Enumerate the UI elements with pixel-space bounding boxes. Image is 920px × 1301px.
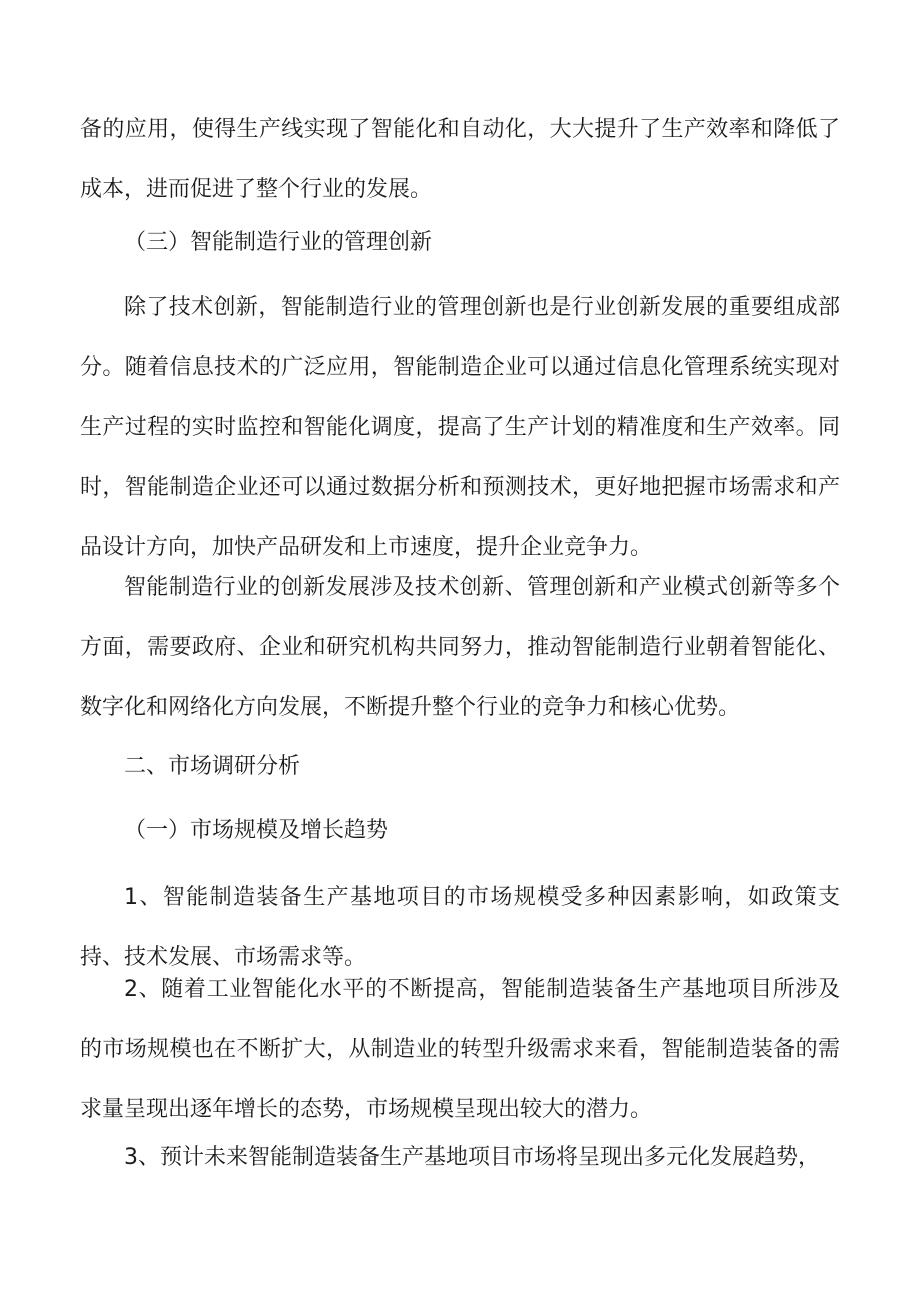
paragraph-continuation: 备的应用，使得生产线实现了智能化和自动化，大大提升了生产效率和降低了成本，进而促进了整个行业的发展。 xyxy=(80,117,840,202)
paragraph-summary: 智能制造行业的创新发展涉及技术创新、管理创新和产业模式创新等多个方面，需要政府、企业和研究机构共同努力，推动智能制造行业朝着智能化、数字化和网络化方向发展，不断提升整个行业的竞争力和核心优势。 xyxy=(80,575,840,720)
section-heading-management-innovation: （三）智能制造行业的管理创新 xyxy=(124,230,433,255)
paragraph-management-innovation: 除了技术创新，智能制造行业的管理创新也是行业创新发展的重要组成部分。随着信息技术的广泛应用，智能制造企业可以通过信息化管理系统实现对生产过程的实时监控和智能化调度，提高了生产计划的精准度和生产效率。同时，智能制造企业还可以通过数据分析和预测技术，更好地把握市场需求和产品设计方向，加快产品研发和上市速度，提升企业竞争力。 xyxy=(80,295,840,560)
list-item-3: 3、预计未来智能制造装备生产基地项目市场将呈现出多元化发展趋势， xyxy=(124,1145,820,1170)
section-title-market-research: 二、市场调研分析 xyxy=(124,754,301,779)
subsection-title-market-scale: （一）市场规模及增长趋势 xyxy=(124,818,389,843)
list-item-2: 2、随着工业智能化水平的不断提高，智能制造装备生产基地项目所涉及的市场规模也在不断扩大，从制造业的转型升级需求来看，智能制造装备的需求量呈现出逐年增长的态势，市场规模呈现出较大的潜力。 xyxy=(80,977,840,1122)
list-item-1: 1、智能制造装备生产基地项目的市场规模受多种因素影响，如政策支持、技术发展、市场需求等。 xyxy=(80,885,840,970)
